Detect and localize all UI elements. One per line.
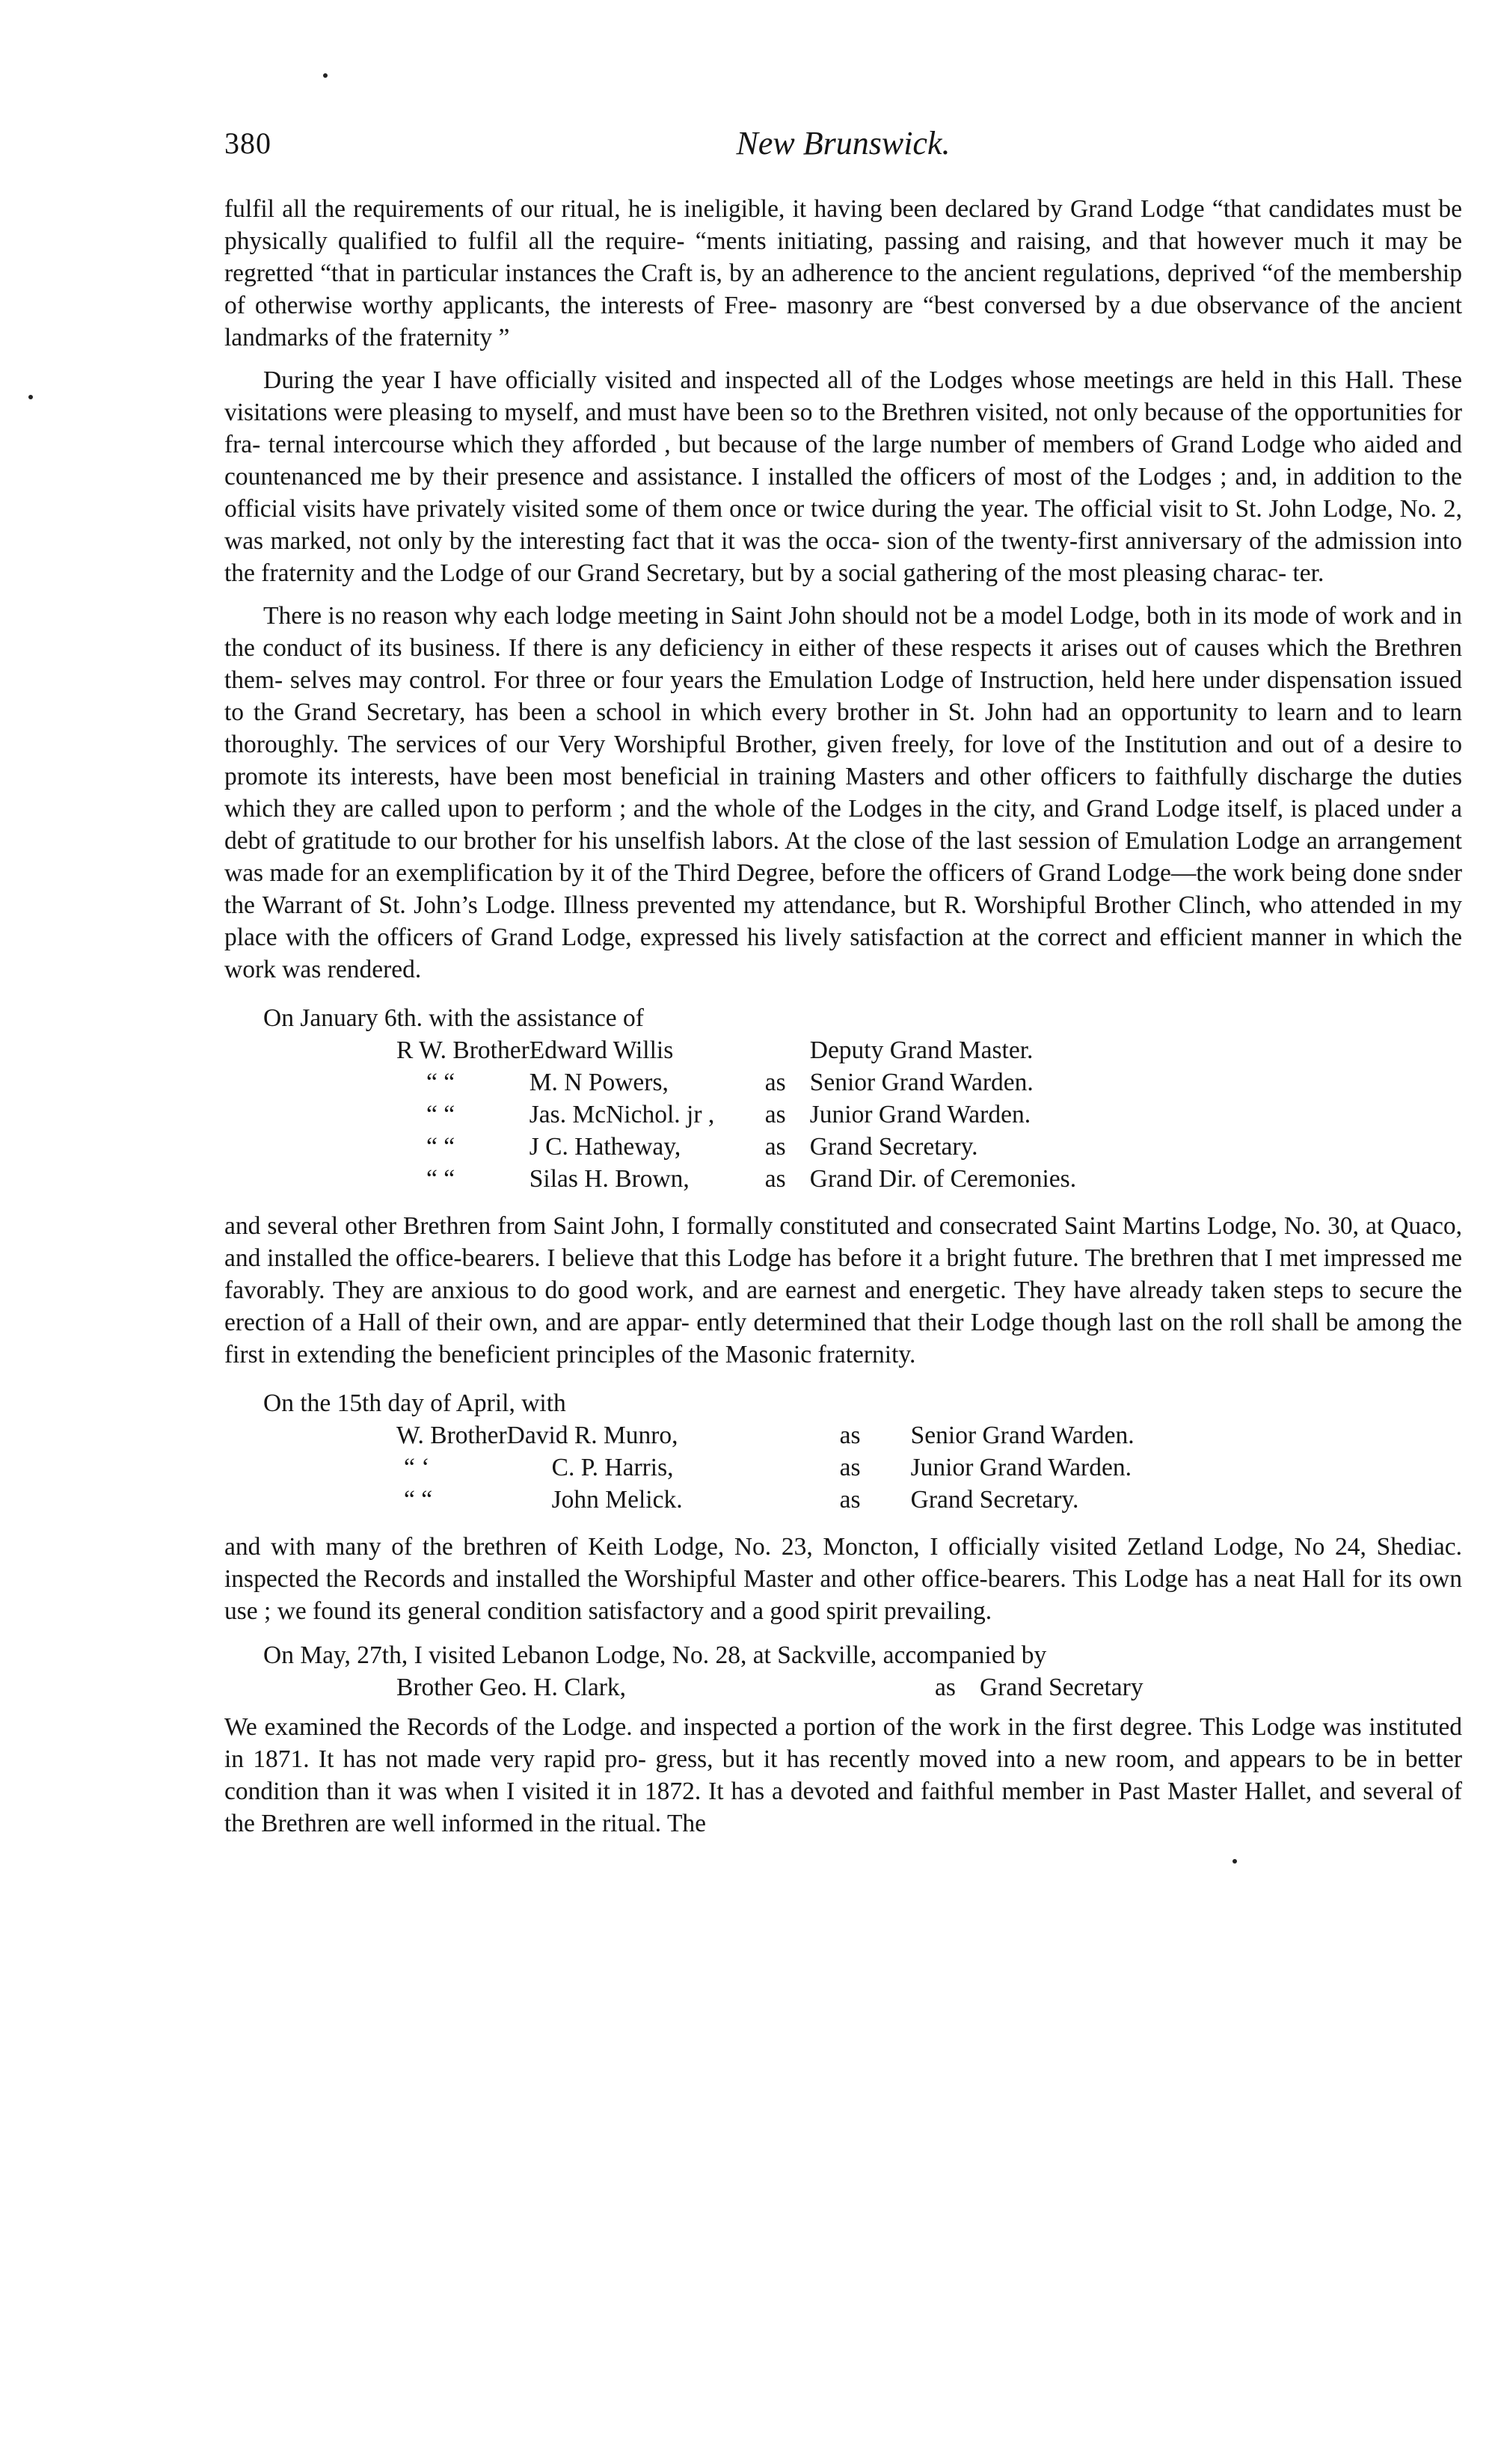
officer-as: as <box>764 1101 786 1128</box>
officer-role: Junior Grand Warden. <box>910 1454 1132 1481</box>
officer-row <box>396 1419 1135 1451</box>
officer-role: Grand Secretary. <box>910 1486 1079 1514</box>
book-page <box>224 127 1462 1840</box>
paragraph: During the year I have officially visited and inspected all of the Lodges whose meetings are held in this Hall. These visitations were pleasing to myself, and must have been so to the Brethren visited, not only because of the opportunities for fra- ternal intercourse which they afforded , but because of the large number of members of Grand Lodge who aided and countenanced me by their presence and assistance. I installed the officers of most of the Lodges ; and, in addition to the official visits have privately visited some of them once or twice during the year. The official visit to St. John Lodge, No. 2, was marked, not only by the interesting fact that it was the occa- sion of the twenty-first anniversary of the admission into the fraternity and the Lodge of our Grand Secretary, but by a social gathering of the most pleasing charac- ter. <box>224 366 1462 587</box>
officer-role: Grand Secretary <box>980 1674 1143 1701</box>
officer-name: Edward Willis <box>529 1036 674 1064</box>
officer-as <box>765 1034 810 1066</box>
officer-name: Jas. McNichol. jr , <box>529 1101 715 1128</box>
officer-role: Senior Grand Warden. <box>910 1422 1135 1449</box>
may-visit-lead: On May, 27th, I visited Lebanon Lodge, No. 28, at Sackville, accompanied by <box>263 1641 1047 1669</box>
officer-row <box>396 1131 1076 1163</box>
paragraph: and several other Brethren from Saint John, I formally constituted and consecrated Saint Martins Lodge, No. 30, at Quaco, and installed the office-bearers. I believe that this Lodge has before it a bright future. The brethren that I met impressed me favorably. They are anxious to do good work, and are earnest and energetic. They have already taken steps to secure the erection of a Hall of their own, and are appar- ently determined that their Lodge though last on the roll shall be among the first in extending the beneficient principles of the Masonic fraternity. <box>224 1212 1462 1368</box>
officer-title: W. Brother <box>396 1422 507 1449</box>
paragraph: and with many of the brethren of Keith Lodge, No. 23, Moncton, I officially visited Zetland Lodge, No 24, Shediac. inspected the Records and installed the Worshipful Master and other office-bearers. This Lodge has a neat Hall for its own use ; we found its general condition satisfactory and a good spirit prevailing. <box>224 1533 1462 1625</box>
officer-title: “ “ <box>404 1486 433 1514</box>
page-number: 380 <box>224 126 271 160</box>
officer-role: Grand Secretary. <box>809 1133 978 1161</box>
officer-title: “ “ <box>426 1101 455 1128</box>
officer-row <box>396 1099 1076 1131</box>
officer-name: David R. Munro, <box>506 1422 678 1449</box>
officer-as: as <box>764 1165 786 1193</box>
officer-name: Brother Geo. H. Clark, <box>396 1674 627 1701</box>
officer-name: Silas H. Brown, <box>529 1165 690 1193</box>
paragraph: There is no reason why each lodge meeting in Saint John should not be a model Lodge, both in its mode of work and in the conduct of its business. If there is any deficiency in either of these respects it arises out of causes which the Brethren them- selves may control. For three or four years the Emulation Lodge of Instruction, held here under dispensation issued to the Grand Secretary, has been a school in which every brother in St. John had an opportunity to learn and to learn thoroughly. The services of our Very Worshipful Brother, given freely, for love of the Institution and out of a desire to promote its interests, have been most beneficial in training Masters and other officers to faithfully discharge the duties which they are called upon to perform ; and the whole of the Lodges in the city, and Grand Lodge itself, is placed under a debt of gratitude to our brother for his unselfish labors. At the close of the last session of Emulation Lodge an arrangement was made for an exemplification by it of the Third Degree, before the officers of Grand Lodge—the work being done snder the Warrant of St. John’s Lodge. Illness prevented my attendance, but R. Worshipful Brother Clinch, who attended in my place with the officers of Grand Lodge, expressed his lively satisfaction at the correct and efficient manner in which the work was rendered. <box>224 602 1462 983</box>
officer-role: Senior Grand Warden. <box>809 1069 1034 1096</box>
paragraph: We examined the Records of the Lodge. and inspected a portion of the work in the first degree. This Lodge was instituted in 1871. It has not made very rapid pro- gress, but it has recently moved into a new room, and appears to be in better condition than it was when I visited it in 1872. It has a devoted and faithful member in Past Master Hallet, and several of the Brethren are well informed in the ritual. The <box>224 1713 1462 1837</box>
officer-row <box>396 1034 1076 1066</box>
officer-role: Grand Dir. of Ceremonies. <box>809 1165 1077 1193</box>
officer-name: John Melick. <box>551 1486 683 1514</box>
officer-as: as <box>839 1486 861 1514</box>
officer-as: as <box>935 1674 956 1701</box>
officer-row <box>396 1451 1135 1484</box>
officer-as: as <box>764 1133 786 1161</box>
officer-title: “ “ <box>426 1069 455 1096</box>
april-visit-lead: On the 15th day of April, with <box>263 1389 566 1417</box>
officer-as: as <box>839 1454 861 1481</box>
may-officers-list <box>396 1671 1143 1703</box>
officer-as: as <box>764 1069 786 1096</box>
print-speck <box>1232 1859 1237 1864</box>
paragraph: fulfil all the requirements of our ritual, he is ineligible, it having been declared by Grand Lodge “that candidates must be physically qualified to fulfil all the require- “ments initiating, passing and raising, and that however much it may be regretted “that in particular instances the Craft is, by an adherence to the ancient regulations, deprived “of the membership of otherwise worthy applicants, the interests of Free- masonry are “best conversed by a due observance of the ancient landmarks of the fraternity ” <box>224 195 1462 351</box>
officer-name: M. N Powers, <box>529 1069 669 1096</box>
january-officers-list <box>396 1034 1076 1195</box>
officer-row <box>396 1671 1143 1703</box>
officer-title: “ “ <box>426 1133 455 1161</box>
page-header <box>224 127 1462 172</box>
officer-role: Deputy Grand Master. <box>809 1036 1034 1064</box>
print-speck <box>28 395 33 399</box>
running-title: New Brunswick. <box>736 125 951 162</box>
april-officers-list <box>396 1419 1135 1516</box>
officer-row <box>396 1163 1076 1195</box>
officer-title: “ ‘ <box>404 1454 430 1481</box>
january-visit-lead: On January 6th. with the assistance of <box>263 1004 644 1032</box>
officer-as: as <box>839 1422 861 1449</box>
officer-row <box>396 1484 1135 1516</box>
officer-role: Junior Grand Warden. <box>809 1101 1031 1128</box>
officer-name: J C. Hatheway, <box>529 1133 681 1161</box>
officer-row <box>396 1066 1076 1099</box>
print-speck <box>323 73 328 78</box>
officer-title: “ “ <box>426 1165 455 1193</box>
officer-title: R W. Brother <box>396 1036 529 1064</box>
officer-name: C. P. Harris, <box>551 1454 674 1481</box>
